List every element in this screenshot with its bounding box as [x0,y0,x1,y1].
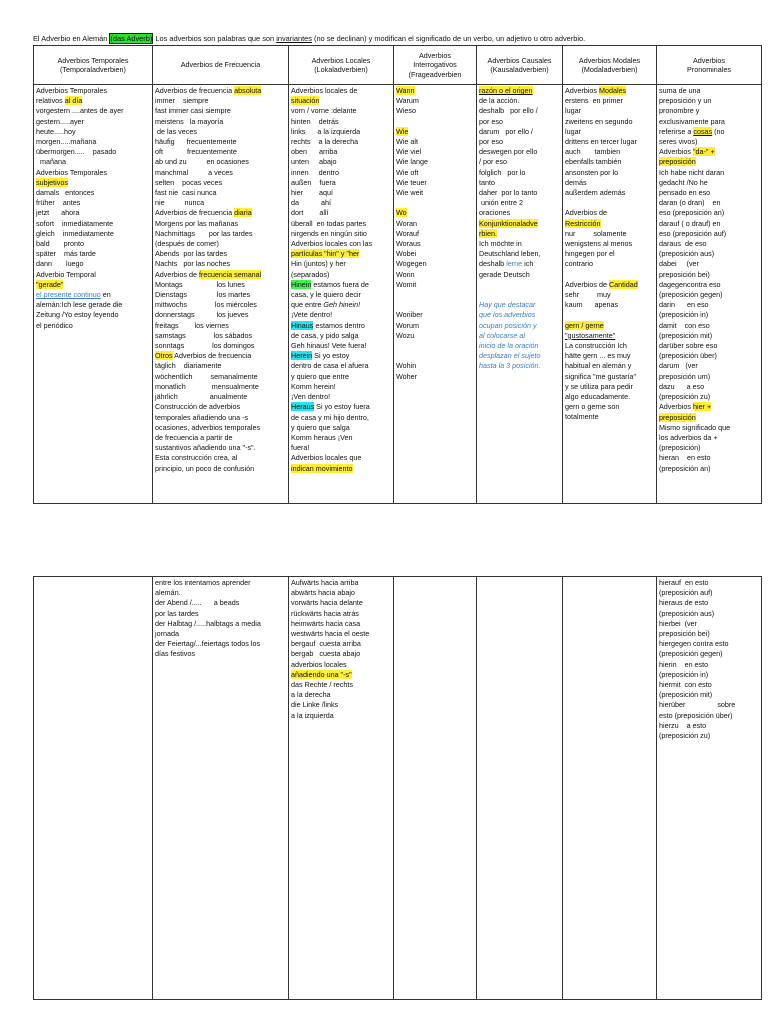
text-line: vorgestern ....antes de ayer [36,106,124,116]
text-line: Woriiber [396,310,423,320]
text-line: de la acción. [479,96,520,106]
text-line: Heraus Si yo estoy fuera [291,402,370,412]
text-line: rückwärts hacia atrás [291,608,359,618]
text-line: (después de comer) [155,239,219,249]
text-line: hierüber sobre [659,700,736,710]
text-line: de frecuencia a partir de [155,432,233,442]
text-line: (preposición auf) [659,588,713,598]
cell-pronominales-cont [657,577,762,1000]
note-line: Hay que destacar [479,300,536,310]
text-line: ebenfalls también [565,157,622,167]
text-line: monatlich mensualmente [155,381,259,391]
text-line: suma de una [659,86,701,95]
text-line: Hinein estamos fuera de [291,279,369,289]
text-line: Wie alt [396,137,418,146]
text-line: lugar [565,126,581,136]
text-line: preposición um) [659,371,711,381]
text-line: bergab cuesta abajo [291,649,361,659]
note-line: inicio de la oración [479,341,539,351]
text-line: daran (o dran) en [659,198,721,208]
header-frecuencia: Adverbios de Frecuencia [153,46,289,85]
text-line: oben arriba [291,147,338,157]
text-line: dazu a eso [659,381,705,391]
text-line: y se utiliza para pedir [565,381,633,391]
text-line: (preposición zu) [659,731,711,741]
text-line: de las veces [155,126,197,136]
note-line: ocupan posición y [479,320,537,330]
text-line: Nachmittags por las tardes [155,228,253,238]
text-line: fuera! [291,443,310,453]
text-line: "gustosamente" [565,330,616,340]
text-line: La construcción Ich [565,341,627,351]
text-line: de casa, y pido salga [291,330,359,340]
text-line: samstags los sábados [155,330,253,340]
text-line: kaum apenas [565,300,619,310]
text-line: dentro de casa el afuera [291,361,369,371]
text-line: Geh hinaus! Vete fuera! [291,341,367,351]
text-line: Nachts por las noches [155,259,231,269]
text-line: exclusivamente para [659,116,725,126]
text-line: folglich por lo [479,167,526,177]
text-line: preposición bei) [659,269,710,279]
text-line: (preposición über) [659,351,717,361]
text-line: gern o gerne son [565,402,620,412]
text-line: y quiero que entre [291,371,349,381]
text-line: Adverbios Modales [565,86,627,95]
text-line: außerdem además [565,188,626,198]
text-line: (separados) [291,269,330,279]
text-line: Wohin [396,361,417,371]
text-line: heute.....hoy [36,126,76,136]
text-line: jährlich anualmente [155,392,248,402]
text-line: darüber sobre eso [659,341,718,351]
text-line: preposición [659,412,696,422]
text-line: Worum [396,320,420,330]
text-line: meistens la mayoría [155,116,224,126]
text-line: entre los intentamos aprender [155,578,251,587]
title-intro: El Adverbio en Alemán [33,34,110,43]
text-line: (preposición in) [659,669,709,679]
text-line: Montags los lunes [155,279,245,289]
text-line: Wie lange [396,157,428,167]
text-line: Komm herein! [291,381,336,391]
text-line: gleich inmediatamente [36,228,114,238]
text-line: (preposición mit) [659,330,713,340]
text-line: tanto [479,177,495,187]
text-line: donnerstags los jueves [155,310,249,320]
cell-modales-cont [563,577,657,1000]
text-line: (preposición zu) [659,392,711,402]
text-line: añadiendo una "-s" [291,669,352,679]
text-line: vorwärts hacia delante [291,598,363,608]
text-line: pronombre y [659,106,700,116]
text-line: mañana [36,157,66,167]
title-highlight: (das Adverb) [110,34,153,43]
text-line: früher antes [36,198,81,208]
text-line: heimwärts hacia casa [291,618,361,628]
text-line: hierbei (ver [659,618,697,628]
text-line: (preposición) [659,443,701,453]
text-line: pensado en eso [659,188,711,198]
cell-locales-cont [289,577,394,1000]
text-line: abwärts hacia abajo [291,588,355,598]
text-line: preposición bei) [659,629,710,639]
text-line: ansonsten por lo [565,167,619,177]
text-line: hingegen por el [565,249,615,259]
note-line: que los adverbios [479,310,536,320]
text-line: Adverbios de frecuencia semanal [155,269,262,279]
text-line: Wogegen [396,259,427,269]
adverb-table-page-1 [33,45,762,504]
text-line: nie nunca [155,198,205,208]
text-line: Dienstags los martes [155,290,251,300]
text-line: hierin en esto [659,659,709,669]
text-line: referirse a cosas (no [659,126,725,136]
text-line: immer siempre [155,96,209,106]
text-line: Restricción [565,218,601,228]
text-line: außen fuera [291,177,336,187]
text-line: manchmal a veces [155,167,233,177]
text-line: relativos al día [36,96,83,106]
text-line: auch tambien [565,147,621,157]
text-line: Herein Si yo estoy [291,351,350,361]
text-line: Adverbios de frecuencia diaria [155,208,252,218]
cell-interrogativos [394,85,477,504]
text-line: hieran en esto [659,453,711,463]
text-line: rechts a la derecha [291,137,359,147]
text-line: Ich habe nicht daran [659,167,725,177]
text-line: zweitens en segundo [565,116,633,126]
title-underlined: invariantes [276,34,312,43]
text-line: der Feiertag/...feiertags todos los [155,639,261,649]
text-line: totalmente [565,412,599,422]
text-line: sonntags los domingos [155,341,255,351]
text-line: deshalb por ello / [479,106,538,116]
text-line: "gerade" [36,279,64,289]
text-line: erstens en primer [565,96,623,106]
text-line: hieraus de esto [659,598,709,608]
text-line: alemán:Ich lese gerade die [36,300,123,310]
text-line: Wann [396,86,415,95]
text-line: morgen.....mañana [36,137,97,147]
header-locales: Adverbios Locales (Lokaladverbien) [289,46,394,85]
text-line: Aufwärts hacia arriba [291,578,359,587]
text-line: oraciones [479,208,511,218]
cell-frecuencia-cont [153,577,289,1000]
text-line: drittens en tercer lugar [565,137,637,147]
text-line: damit con eso [659,320,710,330]
note-line: al colocarse al [479,330,525,340]
text-line: gerade Deutsch [479,269,530,279]
text-line: Wie [396,126,409,136]
text-line: Adverbios de Cantidad [565,279,638,289]
title-end: (no se declinan) y modifican el significado de un verbo, un adjetivo u otro adverbio. [311,34,586,43]
text-line: damals entonces [36,188,95,198]
text-line: temporales añadiendo una -s [155,412,249,422]
text-line: darauf ( o drauf) en [659,218,721,228]
text-line: principio, un poco de confusión [155,463,255,473]
text-line: links a la izquierda [291,126,361,136]
text-line: ¡Vete dentro! [291,310,333,320]
document-title [33,34,738,44]
text-line: der Halbtag /.....halbtags a media [155,618,261,628]
text-line: wenigstens al menos [565,239,633,249]
cell-causales [477,85,563,504]
table-row [34,85,762,504]
text-line: dagegencontra eso [659,279,721,289]
text-line: ab und zu en ocasiones [155,157,249,167]
text-line: bergauf cuesta arriba [291,639,361,649]
text-line: / por eso [479,157,507,167]
text-line: el periódico [36,320,73,330]
text-line: Woran [396,218,418,228]
text-line: a la derecha [291,690,331,700]
text-line: sofort inmediatamente [36,218,114,228]
text-line: adverbios locales [291,659,347,669]
text-line: Ich möchte in [479,239,522,249]
text-line: habitual en alemán y [565,361,632,371]
text-line: Adverbios hier + [659,402,712,412]
text-line: Adverbios de [565,208,607,218]
text-line: razón o el origen [479,86,533,95]
text-line: deswegen por ello [479,147,538,157]
text-line: ocasiones, adverbios temporales [155,422,261,432]
text-line: darum (ver [659,361,698,371]
text-line: gedacht /No he [659,177,708,187]
text-line: Adverbios locales de [291,86,358,95]
text-line: eso (preposición auf) [659,228,727,238]
cell-temporales [34,85,153,504]
text-line: Abends por las tardes [155,249,227,259]
adverb-table-page-2 [33,576,762,1000]
text-line: días festivos [155,649,195,659]
text-line: Esta construcción crea, al [155,453,238,463]
text-line: (preposición an) [659,463,711,473]
table-row [34,577,762,1000]
text-line: hier aquí [291,188,333,198]
text-line: hinten detrás [291,116,339,126]
text-line: Komm heraus ¡Ven [291,432,353,442]
text-line: Wie teuer [396,177,427,187]
text-line: Adverbios locales que [291,453,362,463]
text-line: fast nie casi nunca [155,188,217,198]
text-line: de casa y mi hijo dentro, [291,412,369,422]
text-line: täglich diariamente [155,361,222,371]
text-line: dabei (ver [659,259,699,269]
text-line: hierauf en esto [659,578,709,587]
text-line: por eso [479,137,503,147]
text-line: sustantivos añadiendo una "-s". [155,443,256,453]
text-line: gern / gerne [565,320,604,330]
text-line: Adverbios locales con las [291,239,373,249]
text-line: Zeitung /Yo estoy leyendo [36,310,119,320]
text-line: Woher [396,371,418,381]
text-line: Otros Adverbios de frecuencia [155,351,252,361]
text-line: preposición [659,157,696,167]
text-line: significa "me gustaría" [565,371,637,381]
text-line: ¡Ven dentro! [291,392,331,402]
text-line: jornada [155,629,179,639]
text-line: hierzu a esto [659,720,707,730]
text-line: der Abend /..... a beads [155,598,240,608]
text-line: Wobei [396,249,417,259]
text-line: Hin (juntos) y her [291,259,346,269]
text-line: (preposición gegen) [659,649,723,659]
text-line: Hinaus estamos dentro [291,320,365,330]
text-line: lugar [565,106,581,116]
text-line: eso (preposición an) [659,208,725,218]
text-line: Warum [396,96,419,106]
text-line: demás [565,177,587,187]
text-line: jetzt ahora [36,208,80,218]
text-line: da ahí [291,198,331,208]
text-line: Konjunktionaladve [479,218,538,228]
text-line: nirgends en ningún sitio [291,228,367,238]
header-causales: Adverbios Causales (Kausaladverbien) [477,46,563,85]
text-line: selten pocas veces [155,177,223,187]
text-line: mittwochs los miércoles [155,300,257,310]
text-line: y quiero que salga [291,422,350,432]
text-line: daraus de eso [659,239,707,249]
text-line: Wie weit [396,188,424,198]
text-line: nur solamente [565,228,627,238]
text-line: sehr muy [565,290,611,300]
text-line: darin en eso [659,300,709,310]
cell-temporales-cont [34,577,153,1000]
header-modales: Adverbios Modales (Modaladverbien) [563,46,657,85]
text-line: hiergegen contra esto [659,639,729,649]
text-line: Worauf [396,228,420,238]
text-line: das Rechte / rechts [291,680,353,690]
header-pronominales: Adverbios Pronominales [657,46,762,85]
text-line: Wie oft [396,167,419,177]
text-line: casa, y le quiero decir [291,290,361,300]
text-line: Wozu [396,330,415,340]
text-line: alemán. [155,588,181,598]
text-line: darum por ello / [479,126,533,136]
text-line: bald pronto [36,239,84,249]
text-line: innen dentro [291,167,339,177]
text-line: deshalb lerne ich [479,259,534,269]
text-line: freitags los viernes [155,320,229,330]
text-line: esto (preposición über) [659,710,733,720]
text-line: Wie viel [396,147,422,157]
note-line: desplazan el sujeto [479,351,541,361]
text-line: por las tardes [155,608,199,618]
text-line: häufig frecuentemente [155,137,237,147]
text-line: que entre Geh hinein! [291,300,361,310]
text-line: rbien. [479,228,497,238]
text-line: unten abajo [291,157,337,167]
text-line: seres vivos) [659,137,698,147]
text-line: Adverbios Temporales [36,86,107,95]
note-line: hasta la 3 posición. [479,361,541,371]
text-line: überall en todas partes [291,218,367,228]
text-line: westwärts hacia el oeste [291,629,370,639]
text-line: subjetivos [36,177,68,187]
text-line: (preposición gegen) [659,290,723,300]
text-line: daher por lo tanto [479,188,538,198]
text-line: übermorgen..... pasado [36,147,117,157]
text-line: wöchentlich semanalmente [155,371,258,381]
text-line: oft frecuentemente [155,147,237,157]
text-line: contrario [565,259,593,269]
text-line: später más tarde [36,249,96,259]
header-interrogativos: Adverbios Interrogativos (Frageadverbien [394,46,477,85]
cell-pronominales [657,85,762,504]
text-line: Womit [396,279,417,289]
text-line: (preposición aus) [659,249,715,259]
text-line: dort allí [291,208,329,218]
cell-frecuencia [153,85,289,504]
text-line: hiermit con esto [659,680,712,690]
text-line: Adverbios "da-" + [659,147,715,157]
cell-causales-cont [477,577,563,1000]
text-line: unión entre 2 [479,198,523,208]
text-line: Mismo significado que [659,422,731,432]
text-line: (preposición mit) [659,690,713,700]
text-line: los adverbios da + [659,432,718,442]
text-line: por eso [479,116,503,126]
text-line: a la izquierda [291,710,334,720]
text-line: algo educadamente. [565,392,631,402]
text-line: el presente continuo en [36,290,111,300]
cell-locales [289,85,394,504]
text-line: gestern.....ayer [36,116,84,126]
text-line: hätte gern ... es muy [565,351,631,361]
text-line: partículas "hin" y "her [291,249,360,259]
text-line: Deutschland leben, [479,249,541,259]
text-line: Worin [396,269,415,279]
text-line: preposición y un [659,96,712,106]
cell-interrogativos-cont [394,577,477,1000]
text-line: fast immer casi siempre [155,106,231,116]
header-temporales: Adverbios Temporales (Temporaladverbien) [34,46,153,85]
text-line: vorn / vorne :delante [291,106,357,116]
text-line: Wo [396,208,407,218]
text-line: (preposición aus) [659,608,715,618]
text-line: Adverbio Temporal [36,269,96,279]
text-line: Adverbios Temporales [36,167,107,177]
cell-modales [563,85,657,504]
text-line: dann luego [36,259,84,269]
table-header-row [34,46,762,85]
text-line: Wieso [396,106,416,116]
text-line: Woraus [396,239,421,249]
text-line: indican movimiento [291,463,353,473]
text-line: die Linke /links [291,700,339,710]
text-line: Construcción de adverbios [155,402,241,412]
text-line: (preposición in) [659,310,709,320]
title-mid: Los adverbios son palabras que son [153,34,277,43]
text-line: Morgens por las mañanas [155,218,239,228]
text-line: Adverbios de frecuencia absoluta [155,86,262,95]
text-line: situación [291,96,320,106]
